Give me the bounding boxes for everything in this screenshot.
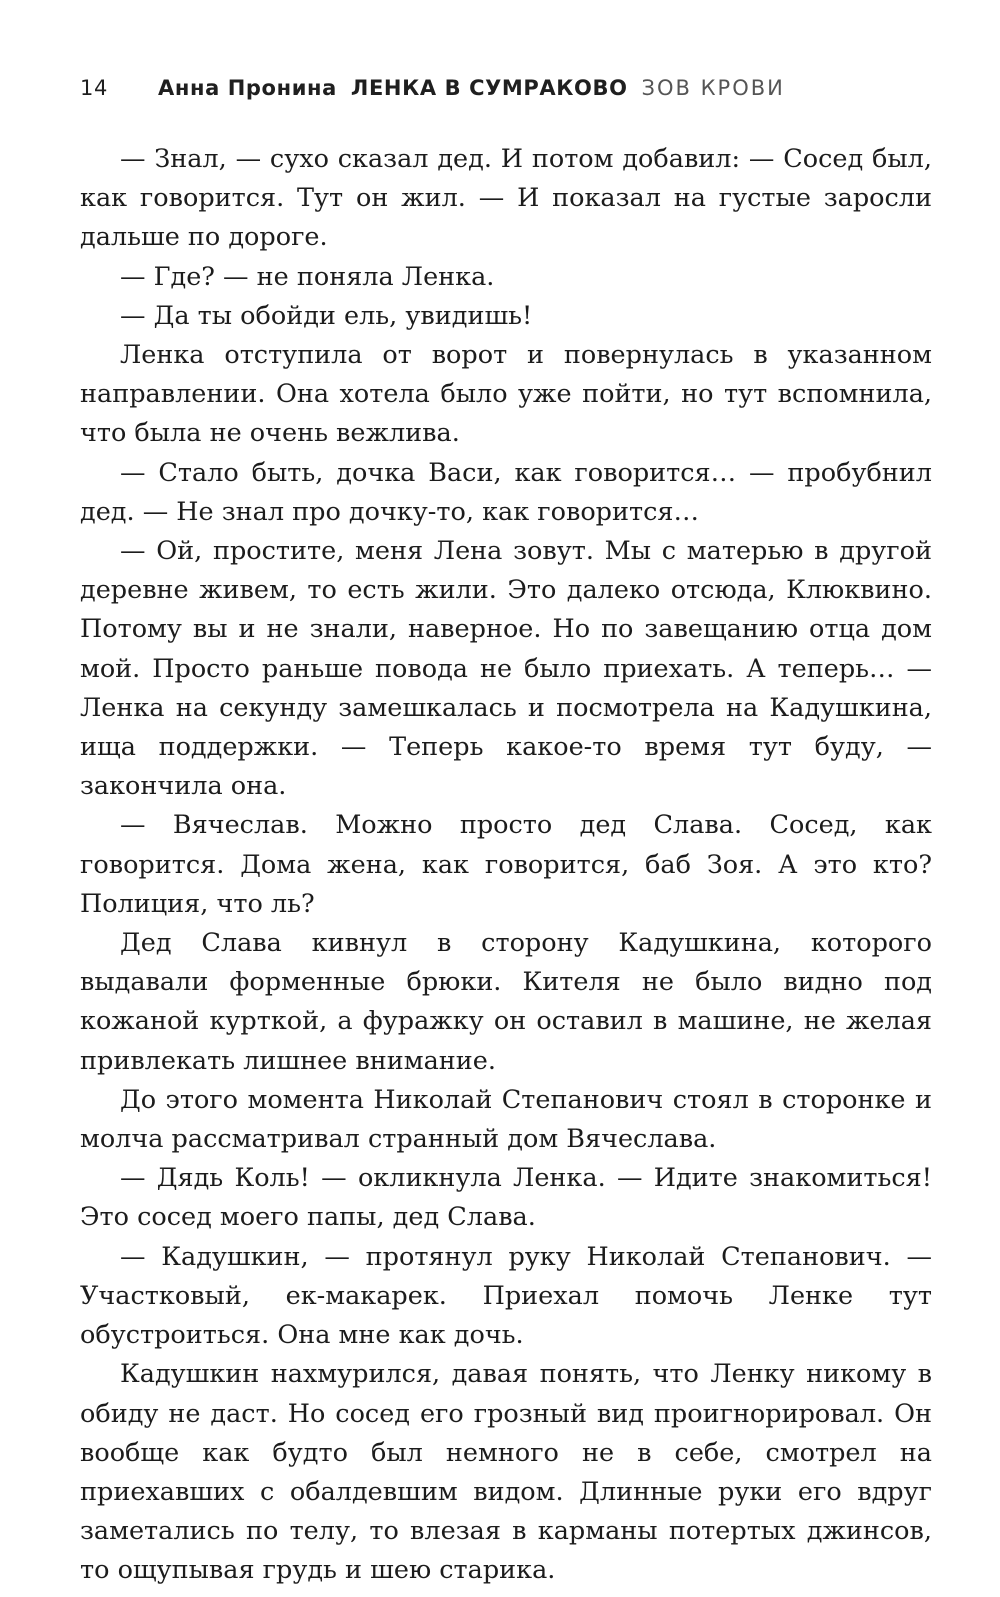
paragraph: — Знал, — сухо сказал дед. И потом добавил: — Сосед был, как говорится. Тут он жил. — И показал на густые заросли дальше по дороге. bbox=[80, 144, 932, 253]
paragraph: До этого момента Николай Степанович стоял в сторонке и молча рассматривал странный дом Вячеслава. bbox=[80, 1084, 932, 1155]
paragraph: — Где? — не поняла Ленка. bbox=[120, 261, 495, 292]
paragraph: Дед Слава кивнул в сторону Кадушкина, которого выдавали форменные брюки. Кителя не было видно под кожаной курткой, а фуражку он оставил в машине, не желая привлекать лишнее внимание. bbox=[80, 928, 932, 1076]
paragraph: — Дядь Коль! — окликнула Ленка. — Идите знакомиться! Это сосед моего папы, дед Слава. bbox=[80, 1163, 932, 1233]
paragraph: Ленка отступила от ворот и повернулась в указанном направлении. Она хотела было уже пойти, но тут вспомнила, что была не очень вежлива. bbox=[80, 340, 932, 449]
paragraph: — Вячеслав. Можно просто дед Слава. Сосед, как говорится. Дома жена, как говорится, баб Зоя. А это кто? Полиция, что ль? bbox=[80, 810, 932, 919]
paragraph: — Ой, простите, меня Лена зовут. Мы с матерью в другой деревне живем, то есть жили. Это далеко отсюда, Клюквино. Потому вы и не знали, наверное. Но по завещанию отца дом мой. Просто раньше повода не было приехать. А теперь… — Ленка на секунду замешкалась и посмотрела на Кадушкина, ища поддержки. — Теперь какое-то время тут буду, — закончила она. bbox=[80, 536, 932, 802]
paragraph: — Да ты обойди ель, увидишь! bbox=[120, 300, 533, 331]
page-number: 14 bbox=[80, 76, 108, 100]
paragraph: — Стало быть, дочка Васи, как говорится… — пробубнил дед. — Не знал про дочку-то, как говорится… bbox=[80, 457, 932, 527]
body-text bbox=[80, 140, 932, 1591]
book-title: ЛЕНКА В СУМРАКОВО bbox=[350, 76, 628, 100]
series-title: ЗОВ КРОВИ bbox=[641, 76, 785, 100]
author-name: Анна Пронина bbox=[158, 76, 337, 100]
paragraph: Кадушкин нахмурился, давая понять, что Ленку никому в обиду не даст. Но сосед его грозный вид проигнорировал. Он вообще как будто был немного не в себе, смотрел на приехавших с обалдевшим видом. Длинные руки его вдруг заметались по телу, то влезая в карманы потертых джинсов, то ощупывая грудь и шею старика. bbox=[80, 1359, 932, 1586]
running-header bbox=[80, 76, 940, 110]
paragraph: — Кадушкин, — протянул руку Николай Степанович. — Участковый, ек-макарек. Приехал помочь Ленке тут обустроиться. Она мне как дочь. bbox=[80, 1241, 932, 1351]
